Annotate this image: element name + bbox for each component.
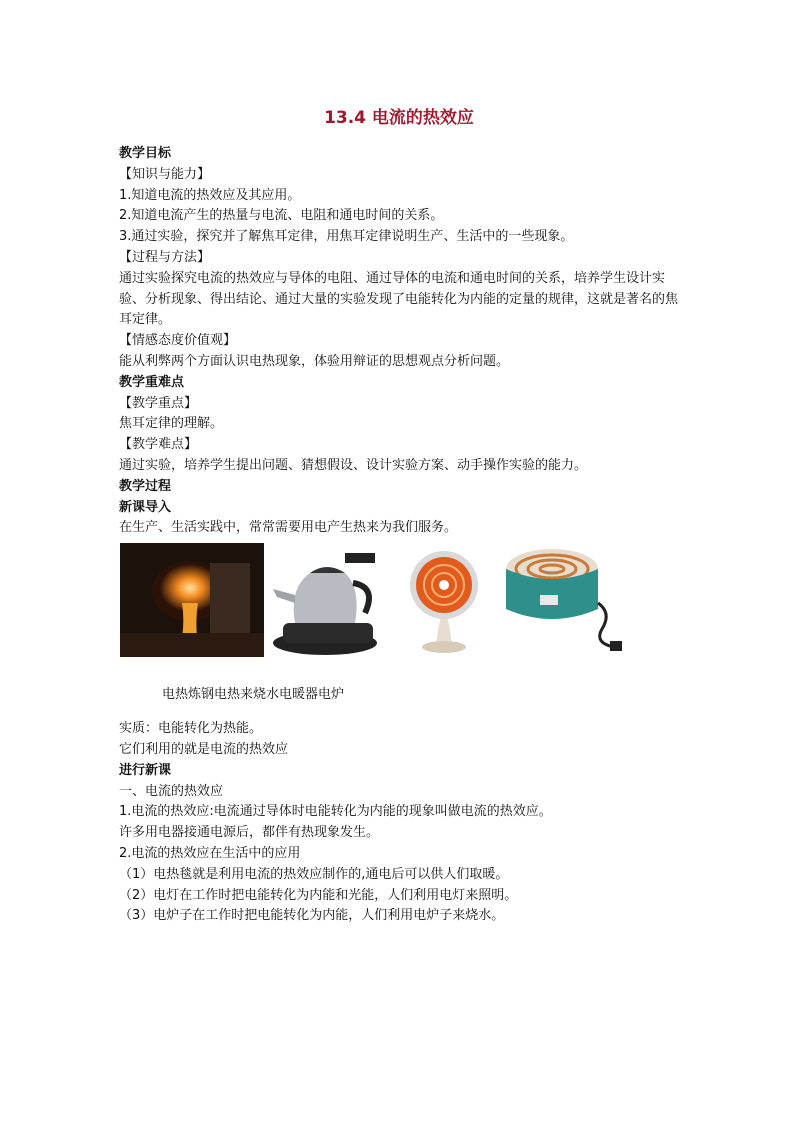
application-item-1: （1）电热毯就是利用电流的热效应制作的,通电后可以供人们取暖。 <box>119 866 509 882</box>
emotion-heading: 【情感态度价值观】 <box>119 333 237 349</box>
essence-text: 实质：电能转化为热能。 <box>119 721 263 737</box>
knowledge-heading: 【知识与能力】 <box>119 166 211 182</box>
page-title: 13.4 电流的热效应 <box>324 108 474 128</box>
process-heading: 【过程与方法】 <box>119 249 211 265</box>
application-item-2: （2）电灯在工作时把电能转化为内能和光能，人们利用电灯来照明。 <box>119 887 518 903</box>
electric-kettle-photo <box>265 543 383 657</box>
new-lesson-heading: 进行新课 <box>119 762 172 778</box>
use-text: 它们利用的就是电流的热效应 <box>119 741 289 757</box>
many-appliances-text: 许多用电器接通电源后，都伴有热现象发生。 <box>119 825 380 841</box>
document-page <box>119 104 679 927</box>
appliance-images <box>119 543 679 661</box>
teaching-process-heading: 教学过程 <box>119 478 172 494</box>
difficulty-heading: 【教学难点】 <box>119 437 198 453</box>
focus-text: 焦耳定律的理解。 <box>119 416 224 432</box>
application-heading: 2.电流的热效应在生活中的应用 <box>119 845 301 861</box>
intro-heading: 新课导入 <box>119 499 172 515</box>
knowledge-item-2: 2.知道电流产生的热量与电流、电阻和通电时间的关系。 <box>119 208 444 224</box>
emotion-text: 能从利弊两个方面认识电热现象，体验用辩证的思想观点分析问题。 <box>119 353 510 369</box>
intro-text: 在生产、生活实践中，常常需要用电产生热来为我们服务。 <box>119 520 458 536</box>
keypoints-heading: 教学重难点 <box>119 374 185 390</box>
definition-text: 1.电流的热效应:电流通过导体时电能转化为内能的现象叫做电流的热效应。 <box>119 804 552 820</box>
electric-stove-photo <box>502 543 627 657</box>
process-text: 通过实验探究电流的热效应与导体的电阻、通过导体的电流和通电时间的关系，培养学生设计实验、分析现象、得出结论、通过大量的实验发现了电能转化为内能的定量的规律，这就是著名的焦耳定律。 <box>119 270 679 328</box>
part1-heading: 一、电流的热效应 <box>119 783 224 799</box>
application-item-3: （3）电炉子在工作时把电能转化为内能，人们利用电炉子来烧水。 <box>119 908 505 924</box>
steel-smelting-photo <box>120 543 264 657</box>
goals-heading: 教学目标 <box>119 146 172 161</box>
knowledge-item-1: 1.知道电流的热效应及其应用。 <box>119 187 301 203</box>
electric-heater-photo <box>404 543 484 657</box>
difficulty-text: 通过实验，培养学生提出问题、猜想假设、设计实验方案、动手操作实验的能力。 <box>119 457 588 473</box>
knowledge-item-3: 3.通过实验，探究并了解焦耳定律，用焦耳定律说明生产、生活中的一些现象。 <box>119 229 574 245</box>
images-caption: 电热炼钢电热来烧水电暖器电炉 <box>162 687 345 703</box>
focus-heading: 【教学重点】 <box>119 395 198 411</box>
